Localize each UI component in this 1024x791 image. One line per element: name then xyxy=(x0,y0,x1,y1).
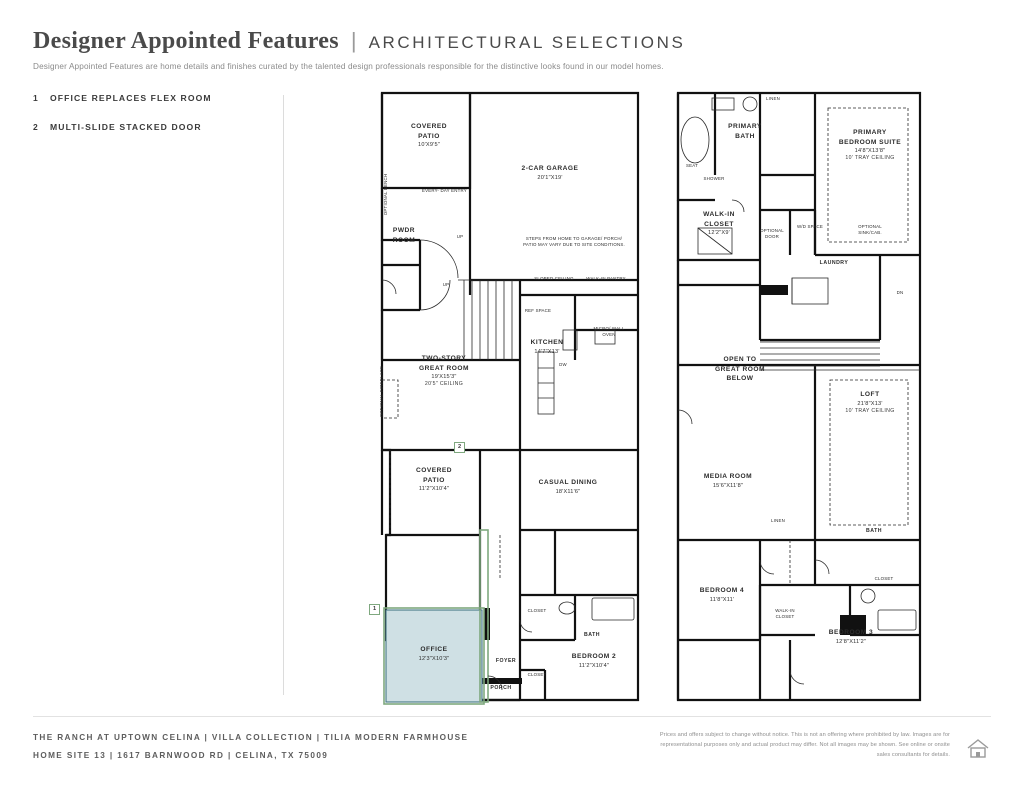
label-dim: 12'8"X11'2" xyxy=(835,638,867,645)
label-text: LINEN xyxy=(766,96,780,101)
equal-housing-opportunity-icon xyxy=(965,735,991,761)
label-dim: 19'X15'3" xyxy=(431,374,457,381)
label-text-3: BELOW xyxy=(726,375,754,383)
label-text: OFFICE xyxy=(420,646,448,653)
legend-label: OFFICE REPLACES FLEX ROOM xyxy=(50,93,212,103)
label-text: REF SPACE xyxy=(524,308,552,313)
label-dim: 11'8"X11' xyxy=(709,596,735,603)
footer-line-2: HOME SITE 13 | 1617 BARNWOOD RD | CELINA, TX 75009 xyxy=(33,751,329,760)
label-text: BEDROOM 3 xyxy=(828,629,874,636)
label-ceiling: 20'5" CEILING xyxy=(424,381,464,388)
label-dim: 11'2"X10'4" xyxy=(578,662,610,669)
label-text: MEDIA ROOM xyxy=(703,473,753,480)
label-text: WALK-IN xyxy=(703,211,735,218)
legend-item-2 xyxy=(33,122,273,132)
label-text: BATH xyxy=(865,528,883,534)
label-text: OPTIONAL BENCH xyxy=(382,173,388,216)
label-text-2: GREAT ROOM xyxy=(715,365,765,373)
label-text-2: ROOM xyxy=(392,236,416,244)
label-text: MICRO/ WALL OVEN xyxy=(593,326,625,338)
label-text: WALK-IN PANTRY xyxy=(586,276,626,281)
label-text: OPTIONAL DOOR xyxy=(760,228,784,240)
legend-label: MULTI-SLIDE STACKED DOOR xyxy=(50,122,202,132)
floorplan-canvas xyxy=(360,80,960,705)
label-text-2: PATIO xyxy=(423,476,445,484)
legend-list xyxy=(33,93,273,151)
label-text-2: GREAT ROOM xyxy=(419,364,469,372)
footer-disclaimer: Prices and offers subject to change without notice. This is not an offering where prohibited by law. Images are for representational purposes only and actual product may differ. Not all images may be shown. See online or onsite sales consultants for details. xyxy=(659,732,950,758)
page-title xyxy=(33,28,833,55)
label-text-2: PATIO xyxy=(418,132,440,140)
label-text-2: CLOSET xyxy=(704,220,734,228)
label-text: CLOSET xyxy=(527,672,547,677)
legend-number: 1 xyxy=(33,93,38,103)
label-text: OPTIONAL SINK/CAB. xyxy=(858,224,882,236)
label-text-2: BATH xyxy=(735,132,755,140)
label-dim: 11'2"X10'4" xyxy=(418,486,450,493)
label-text: DN xyxy=(896,290,904,295)
label-dim: 20'1"X19' xyxy=(537,174,563,181)
label-text: WALK-IN xyxy=(775,608,795,613)
label-text-2: BEDROOM SUITE xyxy=(838,138,902,146)
label-text: OPTIONAL FIREPLACE xyxy=(378,365,384,418)
label-text-2: CLOSET xyxy=(775,614,795,620)
vertical-divider xyxy=(283,95,284,695)
label-text: CLOSET xyxy=(527,608,547,613)
label-text: FOYER xyxy=(495,658,517,664)
label-text: SHOWER xyxy=(703,176,725,181)
label-text: W/D SPACE xyxy=(796,224,824,229)
label-text: LAUNDRY xyxy=(819,260,849,266)
label-text: LINEN xyxy=(771,518,785,523)
label-text: SEAT xyxy=(686,163,698,168)
label-text: OPEN TO xyxy=(723,356,757,363)
callout-badge-1: 1 xyxy=(369,604,380,615)
label-text: PORCH xyxy=(490,685,512,691)
label-text: BEDROOM 4 xyxy=(699,587,745,594)
footer-divider xyxy=(33,716,991,717)
label-text: PRIMARY xyxy=(728,123,762,130)
label-dim: 14'8"X13'8" xyxy=(854,148,886,155)
label-ceiling: 10' TRAY CEILING xyxy=(845,407,895,414)
label-text: CASUAL DINING xyxy=(538,479,598,486)
label-text: PWDR xyxy=(392,227,416,234)
label-text: BEDROOM 2 xyxy=(571,653,617,660)
title-main: Designer Appointed Features xyxy=(33,28,339,54)
label-text: 2-CAR GARAGE xyxy=(521,165,579,172)
label-text: SLOPED CEILING xyxy=(534,276,574,281)
legend-item-1 xyxy=(33,93,273,103)
footer-community-info xyxy=(33,733,468,769)
label-dim: 21'8"X13' xyxy=(857,400,883,407)
label-text: STEPS FROM HOME TO GARAGE/ PORCH/ PATIO MAY VARY DUE TO SITE CONDITIONS. xyxy=(523,236,625,248)
label-text: COVERED xyxy=(410,123,448,130)
floorplan-drawing xyxy=(360,80,960,705)
label-text: CLOSET xyxy=(874,576,894,581)
label-text: DW xyxy=(559,362,567,367)
page-header xyxy=(33,28,833,71)
footer-line-1: THE RANCH AT UPTOWN CELINA | VILLA COLLECTION | TILIA MODERN FARMHOUSE xyxy=(33,733,469,742)
legend-number: 2 xyxy=(33,122,38,132)
label-text: UP xyxy=(456,234,464,239)
label-text: UP xyxy=(442,282,450,287)
label-dim: 14'7"X13' xyxy=(534,348,560,355)
page-subtitle: Designer Appointed Features are home details and finishes curated by the talented design professionals responsible for the distinctive looks found in our model homes. xyxy=(33,62,664,71)
label-text: COVERED xyxy=(415,467,453,474)
callout-badge-2: 2 xyxy=(454,442,465,453)
title-subhead: ARCHITECTURAL SELECTIONS xyxy=(368,33,686,52)
label-dim: 18'X11'6" xyxy=(555,488,581,495)
label-ceiling: 10' TRAY CEILING xyxy=(845,155,895,162)
label-text: PRIMARY xyxy=(853,129,887,136)
label-dim: 12'2"X9' xyxy=(708,230,730,237)
label-text: TWO-STORY xyxy=(421,355,467,362)
title-separator: | xyxy=(350,28,357,53)
label-dim: 15'6"X11'8" xyxy=(712,482,744,489)
label-dim: 12'3"X10'3" xyxy=(418,655,450,662)
label-text: EVERY- DAY ENTRY xyxy=(422,188,467,193)
label-dim: 10'X9'5" xyxy=(418,142,440,149)
label-text: KITCHEN xyxy=(530,339,564,346)
label-text: BATH xyxy=(583,632,601,638)
label-text: LOFT xyxy=(860,391,880,398)
